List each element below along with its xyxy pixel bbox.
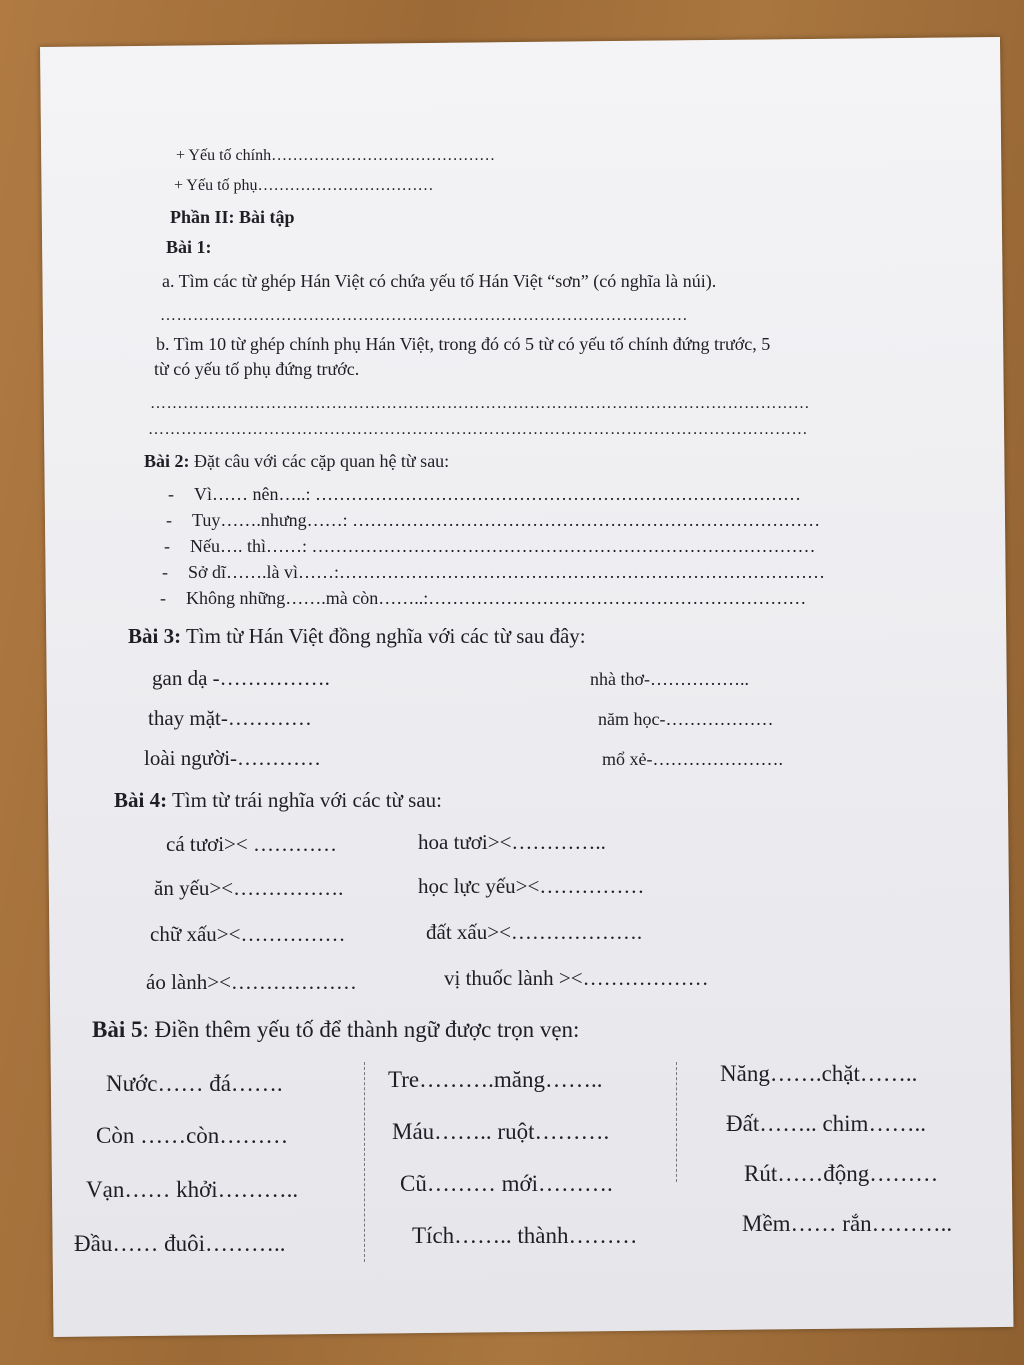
bai3-left-item: gan dạ -……………. [152,666,330,690]
part2-title [170,208,295,226]
bai2-item [168,485,801,503]
bai4-label: Bài 4: [114,788,168,812]
bai1-b-question-line2: từ có yếu tố phụ đứng trước. [154,359,360,379]
bai5-col1-item: Vạn…… khởi……….. [86,1177,299,1202]
bai4-right-item: học lực yếu><…………… [418,874,645,898]
bai3-left-item: loài người-………… [144,746,322,770]
bai5-prompt: : Điền thêm yếu tố để thành ngữ được trọn vẹn: [142,1017,580,1042]
bai2-item-text: Tuy…….nhưng……: …………………………………………………………………… [192,510,821,530]
bai3-right-item: nhà thơ-…………….. [590,669,750,689]
bai1-a-question: a. Tìm các từ ghép Hán Việt có chứa yếu tố Hán Việt “sơn” (có nghĩa là núi). [162,271,717,291]
bai2-heading [144,452,449,470]
bai5-col1-item: Nước…… đá……. [106,1071,283,1096]
bai5-col2-item: Cũ……… mới………. [400,1171,613,1196]
bai5-col1-item: Đầu…… đuôi……….. [74,1231,286,1256]
bai2-item [162,563,825,581]
bullet-dash: - [162,562,168,582]
bai3-heading [128,626,586,647]
bai4-right-item: đất xấu><………………. [426,920,643,944]
bai4-heading [114,790,442,811]
column-divider [676,1062,677,1182]
bullet-dash: - [164,536,170,556]
bai4-left-item: ăn yếu><……………. [154,876,344,900]
bai5-col1-item: Còn ……còn……… [96,1123,289,1148]
bai2-label: Bài 2: [144,451,190,471]
bullet-dash: - [166,510,172,530]
yeu-to-phu-line: + Yếu tố phụ…………………………… [174,177,434,194]
bai5-heading [92,1018,579,1041]
bai3-left-item: thay mặt-………… [148,706,312,730]
bai1-title-text: Bài 1: [166,237,212,257]
bai2-item-text: Nếu…. thì……: ………………………………………………………………………… [190,536,816,556]
bai5-label: Bài 5 [92,1017,143,1042]
bai5-col3-item: Đất…….. chim…….. [726,1111,926,1136]
bai3-label: Bài 3: [128,624,182,648]
bai1-title [166,238,212,256]
bai3-right-item: năm học-……………… [598,709,774,729]
bai5-col3-item: Năng…….chặt…….. [720,1061,918,1086]
bai2-item-text: Vì…… nên…..: ……………………………………………………………………… [194,484,801,504]
bai1-a-answer-line: …………………………………………………………………………………… [160,307,688,324]
column-divider [364,1062,365,1262]
bullet-dash: - [160,588,166,608]
bai2-item-text: Sở dĩ…….là vì……:……………………………………………………………………… [188,562,826,582]
bai5-col2-item: Tre……….măng…….. [388,1067,603,1092]
bai4-left-item: chữ xấu><…………… [150,922,346,946]
bai4-left-item: cá tươi>< ………… [166,832,337,856]
bai3-right-item: mổ xẻ-…………………. [602,749,783,769]
bai4-left-item: áo lành><……………… [146,970,357,994]
bai5-col2-item: Tích…….. thành……… [412,1223,638,1248]
yeu-to-chinh-line: + Yếu tố chính…………………………………… [176,147,496,164]
bai2-prompt: Đặt câu với các cặp quan hệ từ sau: [189,451,450,471]
bai4-right-item: vị thuốc lành ><……………… [444,966,709,990]
bai5-col2-item: Máu…….. ruột………. [392,1119,610,1144]
bai1-b-answer-line1: ………………………………………………………………………………………………………… [150,395,810,412]
bai5-col3-item: Mềm…… rắn……….. [742,1211,953,1236]
bai4-prompt: Tìm từ trái nghĩa với các từ sau: [167,788,443,812]
bullet-dash: - [168,484,174,504]
bai2-item [166,511,820,529]
bai5-col3-item: Rút……động……… [744,1161,939,1186]
part2-title-text: Phần II: Bài tập [170,207,295,227]
bai1-b-question-line1: b. Tìm 10 từ ghép chính phụ Hán Việt, trong đó có 5 từ có yếu tố chính đứng trước, 5 [156,334,771,354]
bai2-item-text: Không những…….mà còn……..:……………………………………………………… [186,588,807,608]
bai1-b-answer-line2: ………………………………………………………………………………………………………… [148,421,808,438]
bai4-right-item: hoa tươi><………….. [418,830,606,854]
bai3-prompt: Tìm từ Hán Việt đồng nghĩa với các từ sau đây: [181,624,586,648]
bai2-item [160,589,806,607]
bai2-item [164,537,816,555]
worksheet-page [40,0,1000,1365]
